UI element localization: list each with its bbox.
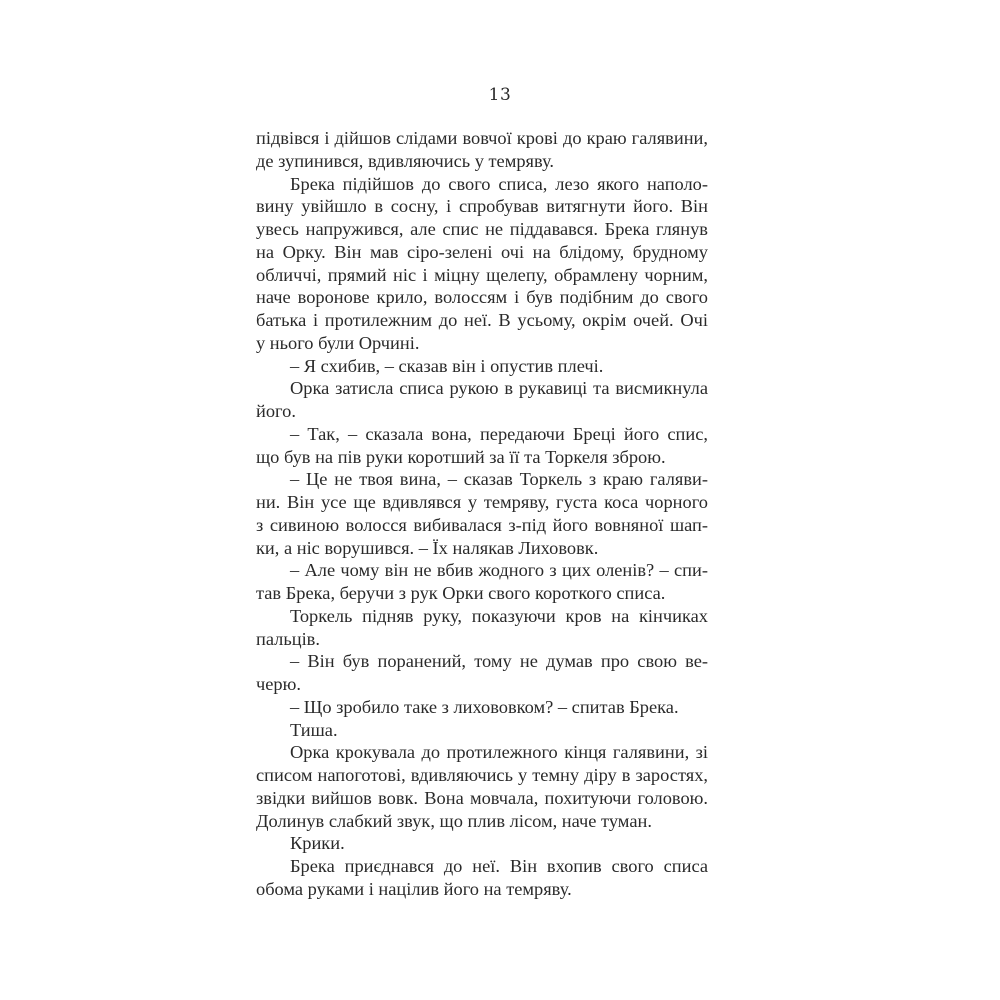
text-line: у нього були Орчині. [256,332,420,353]
text-line: з сивиною волосся вибивалася з-під його вовняної шап- [256,514,708,535]
text-line: Тиша. [290,719,338,740]
text-line: Долинув слабкий звук, що плив лісом, наче туман. [256,810,652,831]
text-line: його. [256,401,296,421]
text-line: вину увійшло в сосну, і спробував витягнути його. Він [256,196,708,217]
text-line: – Так, – сказала вона, передаючи Бреці його спис, [290,423,708,444]
page-number: 13 [488,85,512,105]
text-line: – Він був поранений, тому не думав про свою ве- [290,651,708,672]
text-line: тав Брека, беручи з рук Орки свого короткого списа. [256,583,666,603]
text-line: черю. [256,674,301,694]
body-text [256,127,708,901]
text-line: Брека підійшов до свого списа, лезо якого наполо- [290,173,708,194]
text-line: Торкель підняв руку, показуючи кров на кінчиках [290,605,708,626]
text-line: списом напоготові, вдивляючись у темну діру в заростях, [256,765,708,785]
text-line: ни. Він усе ще вдивлявся у темряву, густа коса чорного [256,492,708,512]
text-line: пальців. [256,628,320,649]
text-line: Орка крокувала до протилежного кінця галявини, зі [290,742,708,763]
text-line: Крики. [290,833,345,854]
text-line: що був на пів руки коротший за її та Торкеля зброю. [256,446,666,467]
text-line: – Але чому він не вбив жодного з цих оленів? – спи- [290,560,708,581]
text-line: – Я схибив, – сказав він і опустив плечі. [290,355,604,376]
text-line: Орка затисла списа рукою в рукавиці та висмикнула [290,378,708,399]
text-line: Брека приєднався до неї. Він вхопив свого списа [290,856,708,876]
text-line: обличчі, прямий ніс і міцну щелепу, обрамлену чорним, [256,264,708,285]
text-line: увесь напружився, але спис не піддавався. Брека глянув [256,219,708,239]
text-line: – Це не твоя вина, – сказав Торкель з краю галяви- [290,469,708,490]
text-line: де зупинився, вдивляючись у темряву. [256,150,555,171]
text-line: звідки вийшов вовк. Вона мовчала, похитуючи головою. [256,787,708,808]
text-line: ки, а ніс ворушився. – Їх налякав Лихововк. [256,537,599,558]
text-line: підвівся і дійшов слідами вовчої крові до краю галявини, [256,128,708,148]
text-line: – Що зробило таке з лихововком? – спитав Брека. [290,696,679,717]
text-line: наче воронове крило, волоссям і був подібним до свого [256,287,708,308]
text-line: батька і протилежним до неї. В усьому, окрім очей. Очі [256,310,708,330]
text-line: обома руками і націлив його на темряву. [256,878,572,899]
text-line: на Орку. Він мав сіро-зелені очі на блідому, брудному [256,241,708,262]
